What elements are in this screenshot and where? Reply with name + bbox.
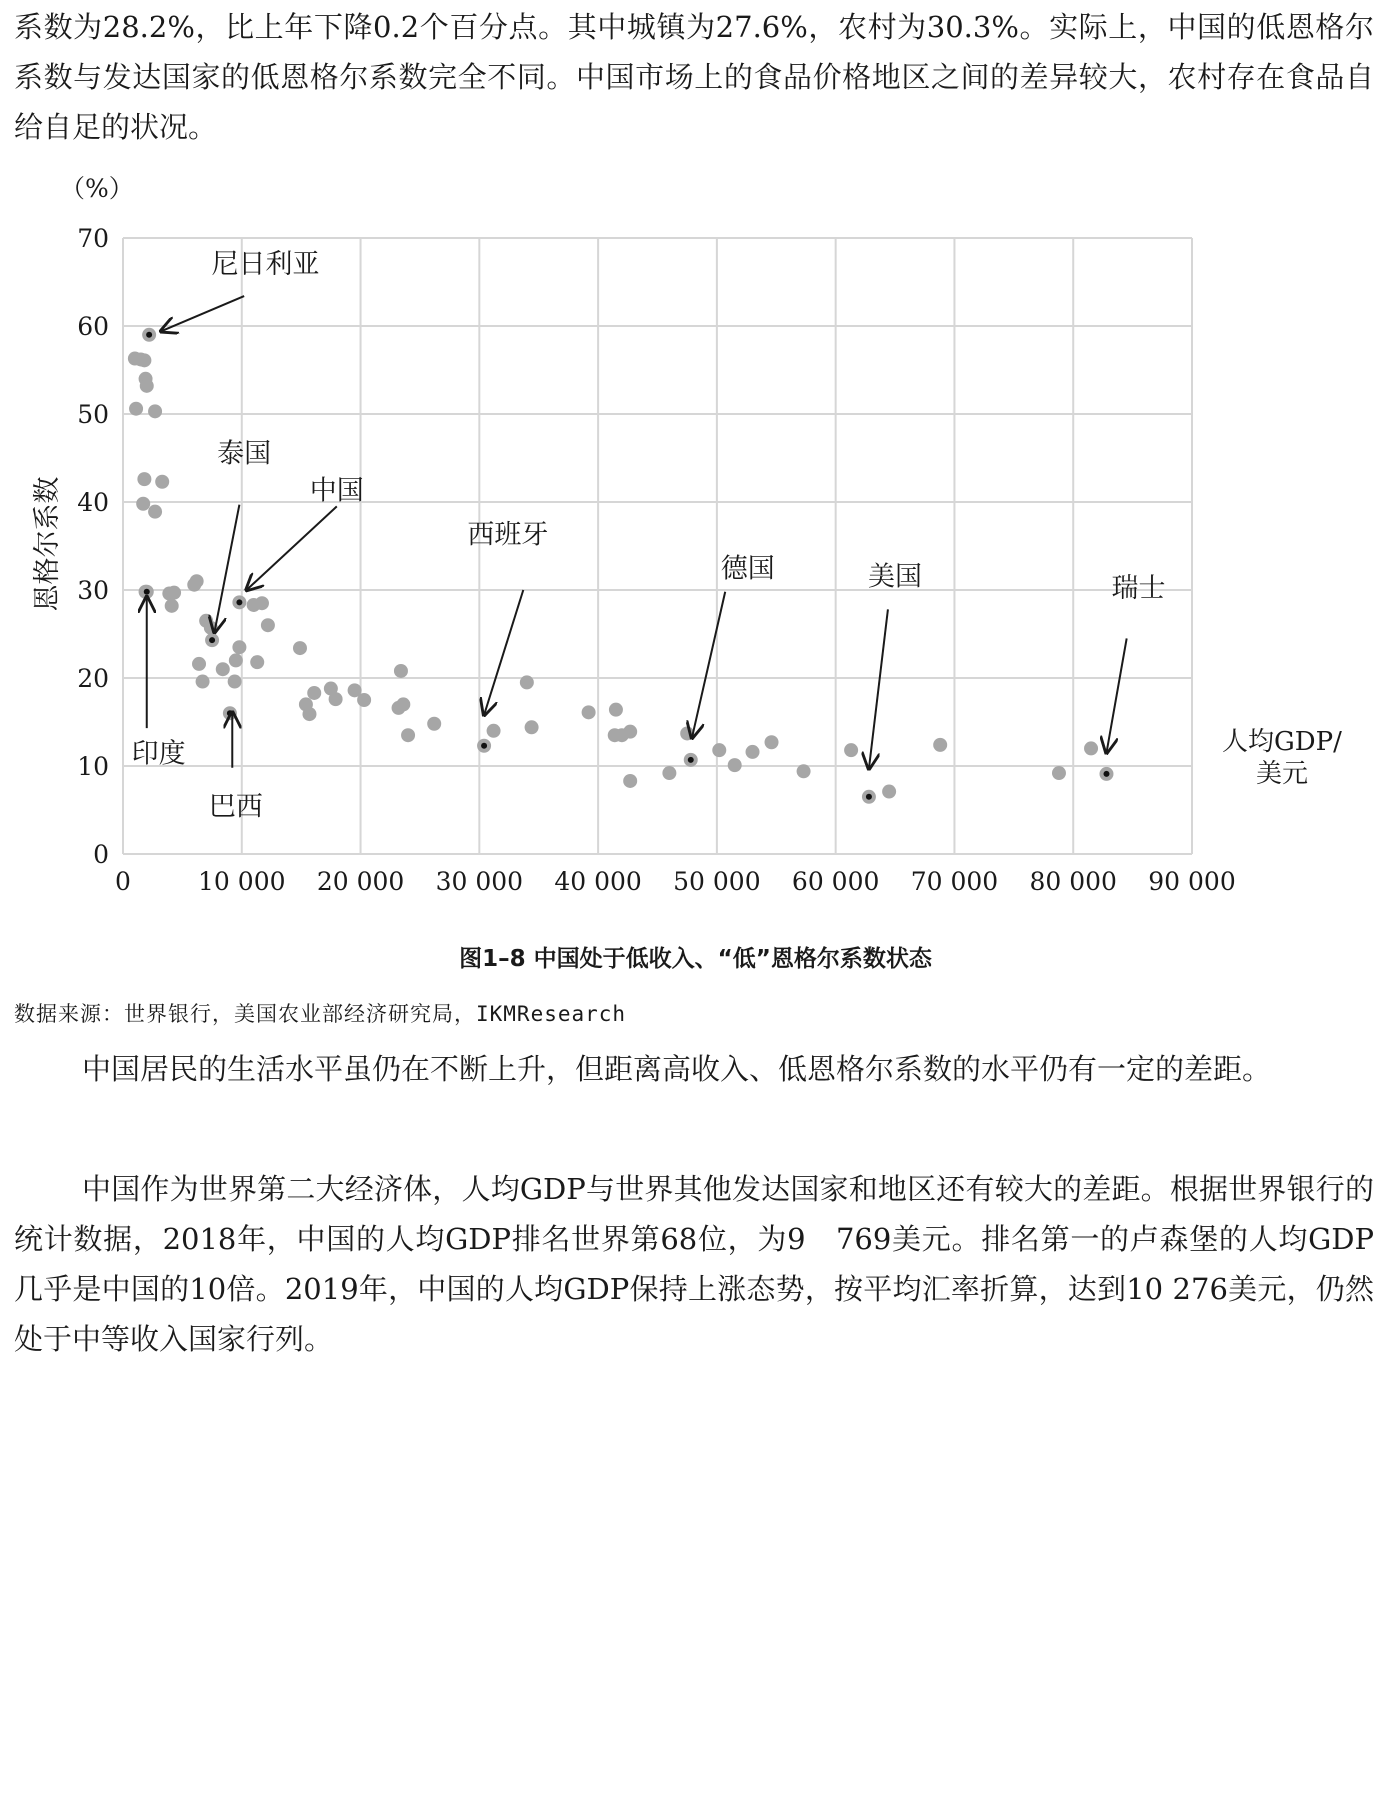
highlight-point [236,599,242,605]
x-axis-label: 人均GDP/ [1222,727,1342,757]
body-paragraph-1: 中国居民的生活水平虽仍在不断上升，但距离高收入、低恩格尔系数的水平仍有一定的差距。 [82,1052,1272,1086]
x-tick-label: 90 000 [1148,867,1236,896]
intro-paragraph: 系数为28.2%，比上年下降0.2个百分点。其中城镇为27.6%，农村为30.3%。实际上，中国的低恩格尔系数与发达国家的低恩格尔系数完全不同。中国市场上的食品价格地区之间的差异较大，农村存在食品自给自足的状况。 [14,10,1374,144]
data-point [137,353,151,367]
data-point [167,586,181,600]
engel-coefficient-scatter-chart [0,160,1391,930]
data-point [728,758,742,772]
annotation-arrow [869,609,888,768]
y-tick-label: 60 [77,312,109,341]
data-point [1052,766,1066,780]
data-point [1084,741,1098,755]
annotation-arrow [484,590,523,715]
y-tick-label: 70 [77,224,109,253]
data-point [844,743,858,757]
x-tick-label: 80 000 [1029,867,1117,896]
x-tick-label: 0 [115,867,131,896]
data-point [582,705,596,719]
y-tick-label: 0 [93,840,109,869]
data-point [148,505,162,519]
data-point [427,717,441,731]
data-point [797,764,811,778]
data-point [140,379,154,393]
data-point [136,497,150,511]
x-tick-label: 60 000 [791,867,880,896]
country-label: 印度 [131,738,186,770]
highlight-point [866,794,872,800]
country-label: 巴西 [208,791,263,823]
y-axis-label: 恩格尔系数 [32,476,63,612]
country-label: 中国 [309,475,364,507]
data-point [623,774,637,788]
data-point [229,653,243,667]
y-tick-label: 10 [77,752,109,781]
highlight-point [481,743,487,749]
data-point [712,743,726,757]
data-point [293,641,307,655]
data-point [232,640,246,654]
data-point [520,675,534,689]
body-paragraph-2: 中国作为世界第二大经济体，人均GDP与世界其他发达国家和地区还有较大的差距。根据世界银行的统计数据，2018年，中国的人均GDP排名世界第68位，为9 769美元。排名第一的卢森堡的人均GDP几乎是中国的10倍。2019年，中国的人均GDP保持上涨态势，按平均汇率折算，达到10 276美元，仍然处于中等收入国家行列。 [14,1172,1374,1356]
data-point [307,686,321,700]
data-point [216,662,230,676]
highlight-point [209,637,215,643]
y-axis-unit: （%） [60,174,134,203]
highlight-point [144,589,150,595]
x-tick-label: 40 000 [554,867,642,896]
data-point [148,404,162,418]
country-label: 美国 [868,561,923,593]
data-point [882,785,896,799]
data-point [155,475,169,489]
data-point [401,728,415,742]
x-tick-label: 50 000 [673,867,761,896]
annotation-arrow [247,506,337,590]
y-tick-label: 40 [77,488,109,517]
highlight-point [146,332,152,338]
x-tick-label: 70 000 [910,867,999,896]
x-tick-label: 30 000 [435,867,524,896]
country-label: 西班牙 [467,519,549,551]
data-point [129,402,143,416]
data-point [261,618,275,632]
data-point [190,574,204,588]
y-tick-label: 50 [77,400,109,429]
data-point [394,664,408,678]
data-point [196,675,210,689]
data-point [255,596,269,610]
data-point [396,697,410,711]
data-point [302,707,316,721]
data-point [746,745,760,759]
data-point [525,720,539,734]
x-axis-unit: 美元 [1256,759,1309,789]
data-point [192,657,206,671]
data-point [662,766,676,780]
y-tick-label: 20 [77,664,109,693]
data-point [357,693,371,707]
x-tick-label: 20 000 [316,867,405,896]
country-label: 泰国 [217,438,272,470]
y-tick-label: 30 [77,576,109,605]
data-point [609,703,623,717]
annotation-arrow [692,592,725,738]
data-point [329,692,343,706]
data-point [165,599,179,613]
country-label: 瑞士 [1111,573,1166,605]
highlight-point [688,757,694,763]
x-tick-label: 10 000 [198,867,286,896]
data-source-note: 数据来源：世界银行，美国农业部经济研究局，IKMResearch [14,1002,627,1026]
data-point [933,738,947,752]
annotation-arrow [1106,638,1126,752]
data-point [250,655,264,669]
highlight-point [1103,771,1109,777]
country-label: 德国 [720,553,775,585]
data-point [487,724,501,738]
data-point [137,472,151,486]
data-point [765,735,779,749]
figure-caption: 图1–8 中国处于低收入、“低”恩格尔系数状态 [459,946,932,972]
data-point [228,675,242,689]
country-label: 尼日利亚 [211,249,320,281]
data-point [623,725,637,739]
annotation-arrow [214,505,239,633]
